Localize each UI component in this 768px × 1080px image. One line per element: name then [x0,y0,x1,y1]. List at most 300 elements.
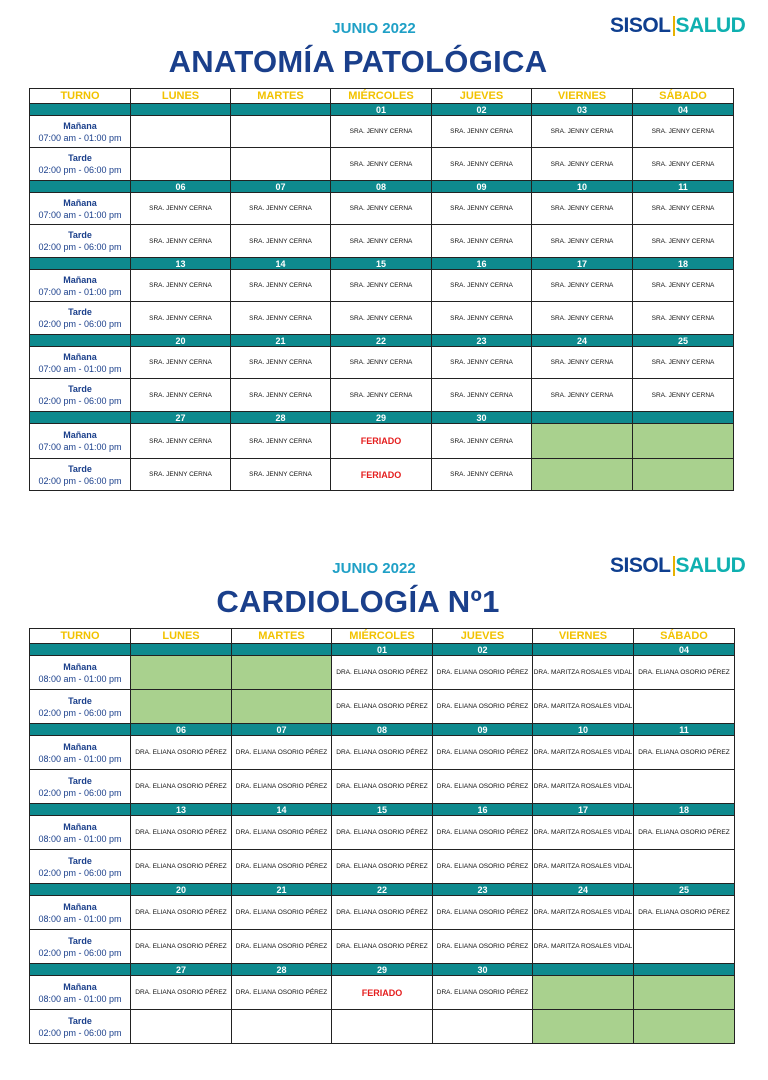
date-cell: 30 [432,412,532,424]
staff-cell: SRA. JENNY CERNA [633,148,734,181]
staff-cell: DRA. MARITZA ROSALES VIDAL [533,896,634,930]
schedule-section [0,540,768,1080]
turno-hours: 08:00 am - 01:00 pm [38,673,122,684]
date-cell [30,181,131,193]
date-cell: 11 [634,724,735,736]
column-header: JUEVES [433,629,533,644]
staff-cell: DRA. ELIANA OSORIO PÉREZ [433,690,533,724]
date-cell: 03 [532,104,633,116]
turno-cell [30,193,131,225]
turno-cell [30,770,131,804]
turno-cell [30,976,131,1010]
turno-cell [30,1010,131,1044]
date-cell: 14 [231,258,331,270]
date-cell: 30 [433,964,533,976]
staff-cell: DRA. ELIANA OSORIO PÉREZ [131,850,232,884]
date-cell: 25 [634,884,735,896]
morning-row [30,736,735,770]
turno-hours: 02:00 pm - 06:00 pm [38,947,122,958]
staff-cell: SRA. JENNY CERNA [131,459,231,491]
staff-cell: SRA. JENNY CERNA [231,302,331,335]
turno-label: Tarde [68,775,92,786]
staff-cell: DRA. ELIANA OSORIO PÉREZ [131,736,232,770]
turno-cell [30,896,131,930]
date-cell [634,964,735,976]
turno-cell [30,148,131,181]
staff-cell: DRA. ELIANA OSORIO PÉREZ [332,656,433,690]
date-cell: 16 [432,258,532,270]
turno-hours: 02:00 pm - 06:00 pm [38,867,122,878]
turno-label: Mañana [63,197,97,208]
column-header: VIERNES [532,89,633,104]
afternoon-row [30,690,735,724]
unavailable-cell [533,976,634,1010]
turno-hours: 07:00 am - 01:00 pm [38,363,122,374]
date-cell [131,644,232,656]
date-cell: 29 [331,412,432,424]
staff-cell: DRA. MARITZA ROSALES VIDAL [533,850,634,884]
staff-cell: DRA. ELIANA OSORIO PÉREZ [433,816,533,850]
staff-cell: SRA. JENNY CERNA [432,347,532,379]
turno-cell [30,690,131,724]
staff-cell: DRA. ELIANA OSORIO PÉREZ [332,896,433,930]
date-cell: 18 [633,258,734,270]
staff-cell: SRA. JENNY CERNA [633,193,734,225]
staff-cell: DRA. ELIANA OSORIO PÉREZ [634,816,735,850]
afternoon-row [30,148,734,181]
staff-cell [131,148,231,181]
staff-cell: DRA. MARITZA ROSALES VIDAL [533,930,634,964]
afternoon-row [30,930,735,964]
staff-cell: SRA. JENNY CERNA [633,379,734,412]
date-row [30,104,734,116]
date-cell [231,104,331,116]
date-cell [30,884,131,896]
logo-text-left: SISOL [610,14,671,37]
staff-cell: SRA. JENNY CERNA [633,225,734,258]
date-cell [30,335,131,347]
staff-cell: DRA. MARITZA ROSALES VIDAL [533,816,634,850]
unavailable-cell [232,656,332,690]
turno-cell [30,116,131,148]
staff-cell: DRA. ELIANA OSORIO PÉREZ [131,896,232,930]
staff-cell: DRA. ELIANA OSORIO PÉREZ [232,930,332,964]
date-row [30,804,735,816]
staff-cell: DRA. ELIANA OSORIO PÉREZ [433,976,533,1010]
staff-cell: SRA. JENNY CERNA [532,379,633,412]
staff-cell: SRA. JENNY CERNA [231,270,331,302]
staff-cell: DRA. MARITZA ROSALES VIDAL [533,690,634,724]
turno-hours: 08:00 am - 01:00 pm [38,993,122,1004]
column-header: MIÉRCOLES [332,629,433,644]
staff-cell: SRA. JENNY CERNA [432,193,532,225]
staff-cell: SRA. JENNY CERNA [532,148,633,181]
staff-cell: DRA. ELIANA OSORIO PÉREZ [131,976,232,1010]
afternoon-row [30,379,734,412]
staff-cell [231,116,331,148]
turno-cell [30,930,131,964]
staff-cell: SRA. JENNY CERNA [331,379,432,412]
staff-cell: SRA. JENNY CERNA [331,193,432,225]
date-cell: 04 [633,104,734,116]
turno-hours: 08:00 am - 01:00 pm [38,753,122,764]
date-cell [532,412,633,424]
afternoon-row [30,225,734,258]
turno-label: Mañana [63,274,97,285]
staff-cell [634,930,735,964]
date-row [30,884,735,896]
staff-cell: SRA. JENNY CERNA [331,225,432,258]
staff-cell: SRA. JENNY CERNA [432,225,532,258]
logo-divider-icon [673,16,675,36]
date-cell [633,412,734,424]
date-cell: 23 [432,335,532,347]
morning-row [30,347,734,379]
date-cell: 18 [634,804,735,816]
staff-cell: SRA. JENNY CERNA [633,347,734,379]
date-cell [533,644,634,656]
date-cell: 20 [131,884,232,896]
column-header: SÁBADO [634,629,735,644]
staff-cell: SRA. JENNY CERNA [331,347,432,379]
afternoon-row [30,770,735,804]
date-cell: 08 [331,181,432,193]
date-cell: 10 [532,181,633,193]
staff-cell: SRA. JENNY CERNA [131,302,231,335]
morning-row [30,424,734,459]
staff-cell: SRA. JENNY CERNA [633,270,734,302]
turno-hours: 02:00 pm - 06:00 pm [38,319,122,329]
staff-cell: SRA. JENNY CERNA [231,225,331,258]
staff-cell: DRA. ELIANA OSORIO PÉREZ [332,850,433,884]
staff-cell: DRA. ELIANA OSORIO PÉREZ [433,930,533,964]
turno-cell [30,656,131,690]
staff-cell: DRA. ELIANA OSORIO PÉREZ [433,656,533,690]
column-header: MARTES [232,629,332,644]
staff-cell [131,116,231,148]
staff-cell: SRA. JENNY CERNA [432,459,532,491]
staff-cell: DRA. ELIANA OSORIO PÉREZ [433,736,533,770]
unavailable-cell [634,976,735,1010]
date-cell: 07 [231,181,331,193]
staff-cell: SRA. JENNY CERNA [432,270,532,302]
staff-cell: SRA. JENNY CERNA [432,116,532,148]
staff-cell: DRA. ELIANA OSORIO PÉREZ [433,896,533,930]
schedule-table [29,628,735,1044]
staff-cell: SRA. JENNY CERNA [532,302,633,335]
date-cell: 27 [131,412,231,424]
staff-cell: SRA. JENNY CERNA [532,116,633,148]
staff-cell: SRA. JENNY CERNA [633,302,734,335]
staff-cell: DRA. ELIANA OSORIO PÉREZ [332,770,433,804]
staff-cell: SRA. JENNY CERNA [532,347,633,379]
staff-cell: SRA. JENNY CERNA [131,270,231,302]
unavailable-cell [533,1010,634,1044]
turno-label: Tarde [68,935,92,946]
staff-cell: DRA. ELIANA OSORIO PÉREZ [332,816,433,850]
date-row [30,258,734,270]
afternoon-row [30,1010,735,1044]
column-header: VIERNES [533,629,634,644]
staff-cell: DRA. ELIANA OSORIO PÉREZ [332,930,433,964]
schedule-month: JUNIO 2022 [332,20,416,37]
date-cell: 09 [433,724,533,736]
column-header: TURNO [30,629,131,644]
schedule-title: CARDIOLOGÍA Nº1 [216,584,500,619]
date-cell [232,644,332,656]
staff-cell: SRA. JENNY CERNA [231,459,331,491]
turno-label: Mañana [63,821,97,832]
staff-cell: DRA. ELIANA OSORIO PÉREZ [634,736,735,770]
staff-cell: DRA. ELIANA OSORIO PÉREZ [232,976,332,1010]
date-row [30,964,735,976]
morning-row [30,116,734,148]
date-cell [30,724,131,736]
date-cell: 25 [633,335,734,347]
turno-label: Tarde [68,230,92,240]
date-cell: 28 [231,412,331,424]
turno-cell [30,379,131,412]
unavailable-cell [532,459,633,491]
staff-cell: SRA. JENNY CERNA [131,379,231,412]
staff-cell: DRA. ELIANA OSORIO PÉREZ [634,656,735,690]
staff-cell [232,1010,332,1044]
staff-cell: SRA. JENNY CERNA [231,379,331,412]
date-cell [30,804,131,816]
staff-cell: DRA. ELIANA OSORIO PÉREZ [131,816,232,850]
sisol-salud-logo [610,14,745,38]
staff-cell: DRA. ELIANA OSORIO PÉREZ [232,770,332,804]
staff-cell: SRA. JENNY CERNA [131,347,231,379]
turno-label: Tarde [68,695,92,706]
turno-cell [30,850,131,884]
date-cell [30,412,131,424]
staff-cell: SRA. JENNY CERNA [131,225,231,258]
afternoon-row [30,302,734,335]
turno-cell [30,459,131,491]
turno-hours: 02:00 pm - 06:00 pm [38,242,122,252]
turno-hours: 02:00 pm - 06:00 pm [38,396,122,406]
staff-cell: DRA. ELIANA OSORIO PÉREZ [433,850,533,884]
turno-hours: 02:00 pm - 06:00 pm [38,707,122,718]
turno-label: Mañana [63,430,97,440]
staff-cell: SRA. JENNY CERNA [432,379,532,412]
logo-text-right: SALUD [675,554,746,577]
staff-cell [433,1010,533,1044]
date-cell: 06 [131,724,232,736]
staff-cell: SRA. JENNY CERNA [131,424,231,459]
staff-cell: DRA. MARITZA ROSALES VIDAL [533,736,634,770]
turno-cell [30,302,131,335]
date-cell: 29 [332,964,433,976]
holiday-cell: FERIADO [331,424,432,459]
staff-cell: DRA. ELIANA OSORIO PÉREZ [634,896,735,930]
date-cell: 08 [332,724,433,736]
turno-label: Tarde [68,153,92,163]
logo-text-right: SALUD [675,14,746,37]
date-cell [30,644,131,656]
turno-hours: 07:00 am - 01:00 pm [38,132,122,143]
morning-row [30,656,735,690]
staff-cell: DRA. ELIANA OSORIO PÉREZ [433,770,533,804]
date-cell: 17 [532,258,633,270]
morning-row [30,816,735,850]
turno-hours: 07:00 am - 01:00 pm [38,209,122,220]
staff-cell: SRA. JENNY CERNA [231,347,331,379]
staff-cell [231,148,331,181]
schedule-month: JUNIO 2022 [332,560,416,577]
holiday-cell: FERIADO [331,459,432,491]
date-cell: 06 [131,181,231,193]
turno-hours: 08:00 am - 01:00 pm [38,833,122,844]
date-cell: 15 [331,258,432,270]
date-cell: 11 [633,181,734,193]
staff-cell: SRA. JENNY CERNA [331,270,432,302]
column-header: JUEVES [432,89,532,104]
afternoon-row [30,850,735,884]
date-cell: 13 [131,804,232,816]
staff-cell [634,770,735,804]
date-cell: 16 [433,804,533,816]
turno-hours: 07:00 am - 01:00 pm [38,286,122,297]
date-cell: 20 [131,335,231,347]
date-cell [131,104,231,116]
staff-cell: SRA. JENNY CERNA [331,148,432,181]
staff-cell: DRA. ELIANA OSORIO PÉREZ [232,816,332,850]
staff-cell: SRA. JENNY CERNA [131,193,231,225]
date-row [30,335,734,347]
sisol-salud-logo [610,554,745,578]
date-row [30,724,735,736]
turno-hours: 02:00 pm - 06:00 pm [38,787,122,798]
schedule-title: ANATOMÍA PATOLÓGICA [168,44,548,79]
unavailable-cell [131,656,232,690]
column-header: MIÉRCOLES [331,89,432,104]
morning-row [30,193,734,225]
date-cell: 07 [232,724,332,736]
unavailable-cell [633,459,734,491]
column-header: TURNO [30,89,131,104]
staff-cell: SRA. JENNY CERNA [532,225,633,258]
date-cell: 17 [533,804,634,816]
logo-text-left: SISOL [610,554,671,577]
staff-cell: SRA. JENNY CERNA [532,193,633,225]
staff-cell: SRA. JENNY CERNA [231,424,331,459]
date-cell: 24 [533,884,634,896]
staff-cell: DRA. ELIANA OSORIO PÉREZ [131,930,232,964]
date-row [30,181,734,193]
unavailable-cell [131,690,232,724]
morning-row [30,270,734,302]
staff-cell [131,1010,232,1044]
date-cell [30,964,131,976]
staff-cell: DRA. ELIANA OSORIO PÉREZ [131,770,232,804]
date-cell [30,104,131,116]
turno-hours: 02:00 pm - 06:00 pm [38,1027,122,1038]
turno-label: Mañana [63,901,97,912]
turno-hours: 07:00 am - 01:00 pm [38,442,122,452]
staff-cell: DRA. MARITZA ROSALES VIDAL [533,770,634,804]
date-cell: 22 [332,884,433,896]
column-header: LUNES [131,629,232,644]
staff-cell [332,1010,433,1044]
staff-cell: SRA. JENNY CERNA [331,302,432,335]
staff-cell: SRA. JENNY CERNA [633,116,734,148]
date-cell: 02 [433,644,533,656]
staff-cell: SRA. JENNY CERNA [432,302,532,335]
afternoon-row [30,459,734,491]
turno-cell [30,225,131,258]
staff-cell: SRA. JENNY CERNA [432,148,532,181]
holiday-cell: FERIADO [332,976,433,1010]
turno-label: Mañana [63,981,97,992]
morning-row [30,976,735,1010]
turno-label: Tarde [68,1015,92,1026]
unavailable-cell [532,424,633,459]
staff-cell: DRA. ELIANA OSORIO PÉREZ [332,690,433,724]
unavailable-cell [232,690,332,724]
staff-cell: DRA. ELIANA OSORIO PÉREZ [232,896,332,930]
date-row [30,412,734,424]
date-cell: 13 [131,258,231,270]
staff-cell: DRA. ELIANA OSORIO PÉREZ [232,850,332,884]
turno-label: Tarde [68,463,92,474]
date-cell: 27 [131,964,232,976]
date-cell: 01 [332,644,433,656]
date-cell: 22 [331,335,432,347]
schedule-table [29,88,734,491]
date-cell: 02 [432,104,532,116]
staff-cell: DRA. ELIANA OSORIO PÉREZ [332,736,433,770]
unavailable-cell [633,424,734,459]
staff-cell: SRA. JENNY CERNA [532,270,633,302]
date-cell: 10 [533,724,634,736]
date-row [30,644,735,656]
turno-label: Mañana [63,661,97,672]
staff-cell: SRA. JENNY CERNA [231,193,331,225]
staff-cell: SRA. JENNY CERNA [331,116,432,148]
date-cell [30,258,131,270]
date-cell: 15 [332,804,433,816]
turno-hours: 08:00 am - 01:00 pm [38,913,122,924]
turno-label: Mañana [63,741,97,752]
column-header: LUNES [131,89,231,104]
header-row [30,89,734,104]
header-row [30,629,735,644]
turno-label: Tarde [68,307,92,317]
turno-cell [30,270,131,302]
date-cell: 21 [232,884,332,896]
date-cell: 14 [232,804,332,816]
staff-cell [634,690,735,724]
date-cell [533,964,634,976]
turno-label: Mañana [63,120,97,131]
date-cell: 01 [331,104,432,116]
turno-label: Mañana [63,351,97,362]
turno-cell [30,424,131,459]
column-header: SÁBADO [633,89,734,104]
column-header: MARTES [231,89,331,104]
turno-cell [30,816,131,850]
unavailable-cell [634,1010,735,1044]
staff-cell: DRA. MARITZA ROSALES VIDAL [533,656,634,690]
date-cell: 04 [634,644,735,656]
staff-cell: SRA. JENNY CERNA [432,424,532,459]
turno-label: Tarde [68,855,92,866]
date-cell: 24 [532,335,633,347]
turno-hours: 02:00 pm - 06:00 pm [38,475,122,486]
turno-hours: 02:00 pm - 06:00 pm [38,165,122,175]
